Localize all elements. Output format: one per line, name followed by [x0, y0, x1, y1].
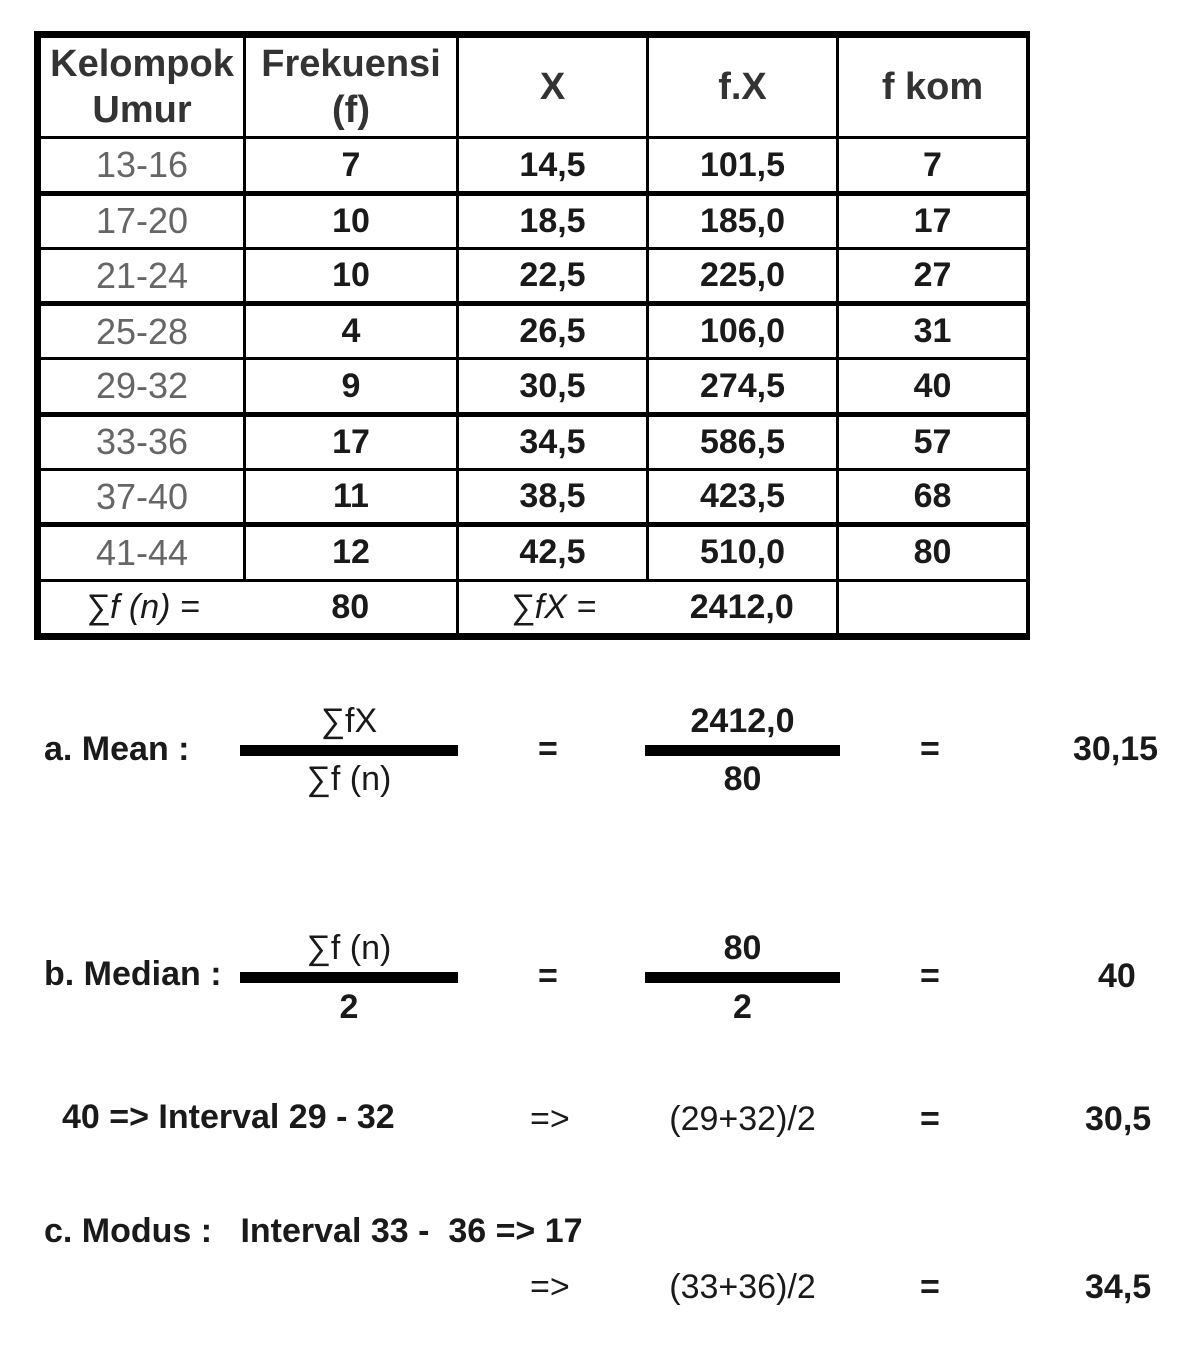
modus-result: 34,5 [1085, 1268, 1152, 1306]
median-formula-fraction-bar [240, 972, 458, 983]
header-fkom: f kom [838, 37, 1028, 138]
median-formula-numerator: ∑f (n) [306, 929, 392, 967]
mean-formula-numerator: ∑fX [320, 702, 378, 740]
sum-n-label: ∑f (n) = [40, 580, 245, 634]
cell-age: 25-28 [40, 304, 245, 359]
cell-age: 17-20 [40, 193, 245, 248]
cell-fx: 101,5 [648, 138, 838, 193]
cell-fkom: 68 [838, 470, 1028, 525]
mean-result: 30,15 [1073, 730, 1159, 768]
table-row [40, 470, 1028, 525]
cell-f: 11 [245, 470, 458, 525]
cell-fx: 510,0 [648, 525, 838, 580]
cell-fkom: 31 [838, 304, 1028, 359]
mean-denominator: 80 [723, 760, 762, 798]
modus-equals: = [920, 1268, 940, 1306]
modus-midpoint-calc: (33+36)/2 [669, 1268, 816, 1306]
cell-fx: 586,5 [648, 414, 838, 469]
cell-age: 37-40 [40, 470, 245, 525]
median-midpoint-result: 30,5 [1085, 1100, 1152, 1138]
cell-fkom: 27 [838, 248, 1028, 303]
cell-x: 42,5 [458, 525, 648, 580]
mean-formula-denominator: ∑f (n) [306, 760, 392, 798]
table-row [40, 359, 1028, 414]
frequency-table [34, 31, 1030, 640]
cell-age: 33-36 [40, 414, 245, 469]
median-arrow: => [530, 1100, 570, 1138]
median-fraction-bar [645, 972, 840, 983]
table-sum-row [40, 580, 1028, 634]
cell-fx: 185,0 [648, 193, 838, 248]
cell-x: 18,5 [458, 193, 648, 248]
cell-fkom: 57 [838, 414, 1028, 469]
table-header-row [40, 37, 1028, 138]
header-group-line2: Umur [92, 89, 192, 132]
table-row [40, 138, 1028, 193]
cell-fkom: 7 [838, 138, 1028, 193]
cell-fx: 106,0 [648, 304, 838, 359]
median-midpoint-calc: (29+32)/2 [669, 1100, 816, 1138]
median-interval-text: 40 => Interval 29 - 32 [62, 1098, 395, 1136]
cell-fx: 423,5 [648, 470, 838, 525]
cell-fkom: 40 [838, 359, 1028, 414]
median-equals-2: = [920, 957, 940, 995]
table-row [40, 414, 1028, 469]
cell-fkom: 80 [838, 525, 1028, 580]
median-equals-3: = [920, 1100, 940, 1138]
sum-fx-value: 2412,0 [648, 580, 838, 634]
sum-n-value: 80 [245, 580, 458, 634]
table-row [40, 248, 1028, 303]
mean-fraction-bar [645, 745, 840, 756]
cell-f: 17 [245, 414, 458, 469]
cell-f: 10 [245, 248, 458, 303]
header-x: X [458, 37, 648, 138]
cell-age: 21-24 [40, 248, 245, 303]
sum-fx-label: ∑fX = [458, 580, 648, 634]
cell-x: 30,5 [458, 359, 648, 414]
modus-arrow: => [530, 1268, 570, 1306]
median-formula-denominator: 2 [339, 988, 359, 1026]
cell-x: 14,5 [458, 138, 648, 193]
cell-age: 29-32 [40, 359, 245, 414]
modus-label: c. Modus : Interval 33 - 36 => 17 [44, 1212, 583, 1250]
cell-fkom: 17 [838, 193, 1028, 248]
median-equals-1: = [538, 957, 558, 995]
mean-formula-fraction-bar [240, 745, 458, 756]
cell-age: 41-44 [40, 525, 245, 580]
cell-x: 38,5 [458, 470, 648, 525]
cell-f: 12 [245, 525, 458, 580]
cell-f: 9 [245, 359, 458, 414]
table-row [40, 304, 1028, 359]
table-row [40, 193, 1028, 248]
cell-age: 13-16 [40, 138, 245, 193]
header-group-line1: Kelompok [50, 43, 234, 86]
cell-f: 10 [245, 193, 458, 248]
median-result: 40 [1098, 957, 1136, 995]
cell-fx: 274,5 [648, 359, 838, 414]
mean-equals-1: = [538, 730, 558, 768]
median-denominator: 2 [733, 988, 752, 1026]
header-kelompok-umur [40, 37, 245, 138]
table-row [40, 525, 1028, 580]
mean-equals-2: = [920, 730, 940, 768]
cell-x: 22,5 [458, 248, 648, 303]
cell-f: 7 [245, 138, 458, 193]
median-label: b. Median : [44, 955, 222, 993]
cell-fx: 225,0 [648, 248, 838, 303]
header-freq-line2: (f) [332, 89, 370, 132]
cell-x: 26,5 [458, 304, 648, 359]
cell-f: 4 [245, 304, 458, 359]
header-frekuensi [245, 37, 458, 138]
mean-label: a. Mean : [44, 730, 190, 768]
cell-x: 34,5 [458, 414, 648, 469]
header-fx: f.X [648, 37, 838, 138]
header-freq-line1: Frekuensi [261, 43, 441, 86]
median-numerator: 80 [723, 929, 762, 967]
mean-numerator: 2412,0 [690, 702, 795, 740]
sum-empty-cell [838, 580, 1028, 634]
